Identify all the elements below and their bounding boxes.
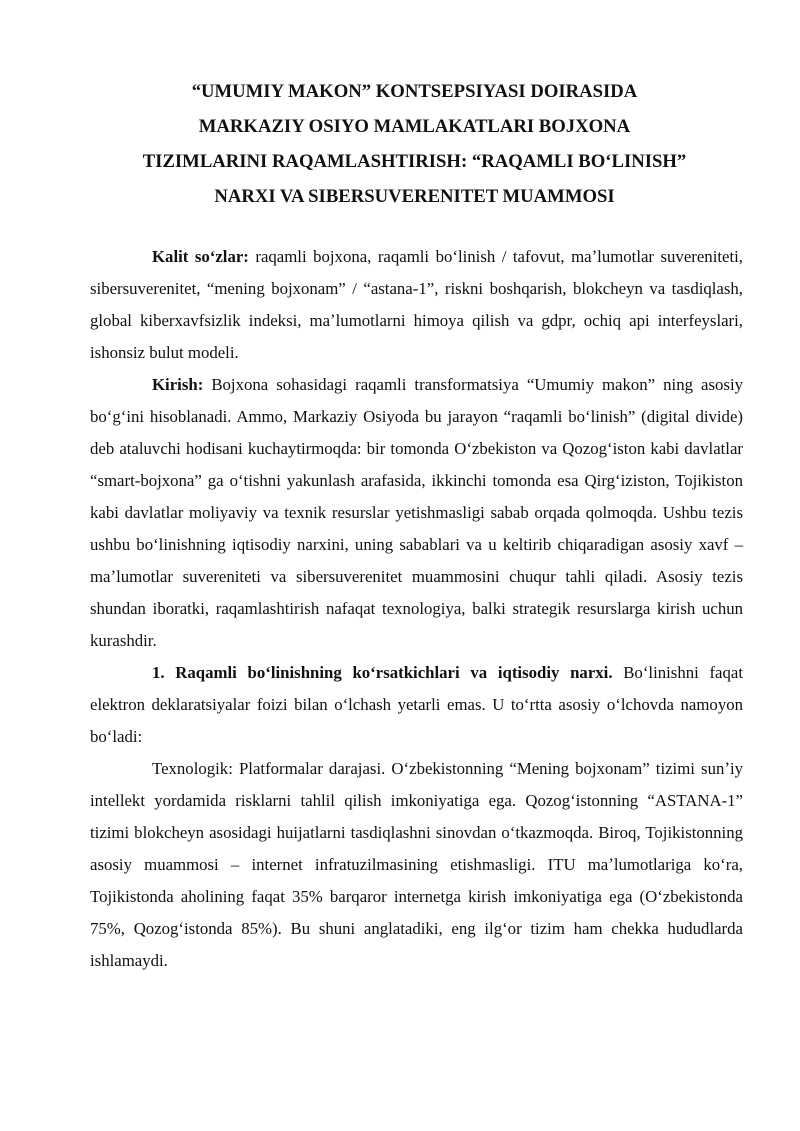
keywords-paragraph (90, 241, 743, 369)
technological-text: Texnologik: Platformalar darajasi. Oʻzbekistonning “Mening bojxonam” tizimi sunʼiy intellekt yordamida risklarni tahlil qilish imkoniyatiga ega. Qozogʻistonning “ASTANA-1” tizimi blokcheyn asosidagi huijatlarni tasdiqlashni sinovdan oʻtkazmoqda. Biroq, Tojikistonning asosiy muammosi – internet infratuzilmasining etishmasligi. ITU maʼlumotlariga koʻra, Tojikistonda aholining faqat 35% barqaror internetga kirish imkoniyatiga ega (Oʻzbekistonda 75%, Qozogʻistonda 85%). Bu shuni anglatadiki, eng ilgʻor tizim ham chekka hududlarda ishlamaydi. (90, 759, 743, 970)
keywords-label: Kalit soʻzlar: (152, 247, 249, 266)
title-line-3: TIZIMLARINI RAQAMLASHTIRISH: “RAQAMLI BOʻLINISH” (142, 151, 687, 172)
title-line-4: NARXI VA SIBERSUVERENITET MUAMMOSI (214, 186, 615, 207)
title-line-2: MARKAZIY OSIYO MAMLAKATLARI BOJXONA (198, 116, 631, 137)
paper-body (90, 241, 743, 977)
section-1-paragraph (90, 657, 743, 753)
section-1-heading: 1. Raqamli boʻlinishning koʻrsatkichlari va iqtisodiy narxi. (152, 663, 613, 682)
intro-text: Bojxona sohasidagi raqamli transformatsiya “Umumiy makon” ning asosiy boʻgʻini hisoblanadi. Ammo, Markaziy Osiyoda bu jarayon “raqamli boʻlinish” (digital divide) deb ataluvchi hodisani kuchaytirmoqda: bir tomonda Oʻzbekiston va Qozogʻiston kabi davlatlar “smart-bojxona” ga oʻtishni yakunlash arafasida, ikkinchi tomonda esa Qirgʻiziston, Tojikiston kabi davlatlar moliyaviy va texnik resurslar yetishmasligi sabab orqada qolmoqda. Ushbu tezis ushbu boʻlinishning iqtisodiy narxini, uning sabablari va u keltirib chiqaradigan asosiy xavf – maʼlumotlar suvereniteti va sibersuverenitet muammosini chuqur tahli qiladi. Asosiy tezis shundan iboratki, raqamlashtirish nafaqat texnologiya, balki strategik resurslarga kirish uchun kurashdir. (90, 375, 743, 650)
technological-paragraph (90, 753, 743, 977)
keywords-text: raqamli bojxona, raqamli boʻlinish / tafovut, maʼlumotlar suvereniteti, sibersuverenitet, “mening bojxonam” / “astana-1”, riskni boshqarish, blokcheyn va tasdiqlash, global kiberxavfsizlik indeksi, maʼlumotlarni himoya qilish va gdpr, ochiq api interfeyslari, ishonsiz bulut modeli. (90, 247, 743, 362)
paper-title (90, 74, 743, 214)
intro-label: Kirish: (152, 375, 204, 394)
title-line-1: “UMUMIY MAKON” KONTSEPSIYASI DOIRASIDA (191, 81, 638, 102)
intro-paragraph (90, 369, 743, 657)
section-1-text: Boʻlinishni faqat elektron deklaratsiyalar foizi bilan oʻlchash yetarli emas. U toʻrtta asosiy oʻlchovda namoyon boʻladi: (90, 663, 743, 746)
